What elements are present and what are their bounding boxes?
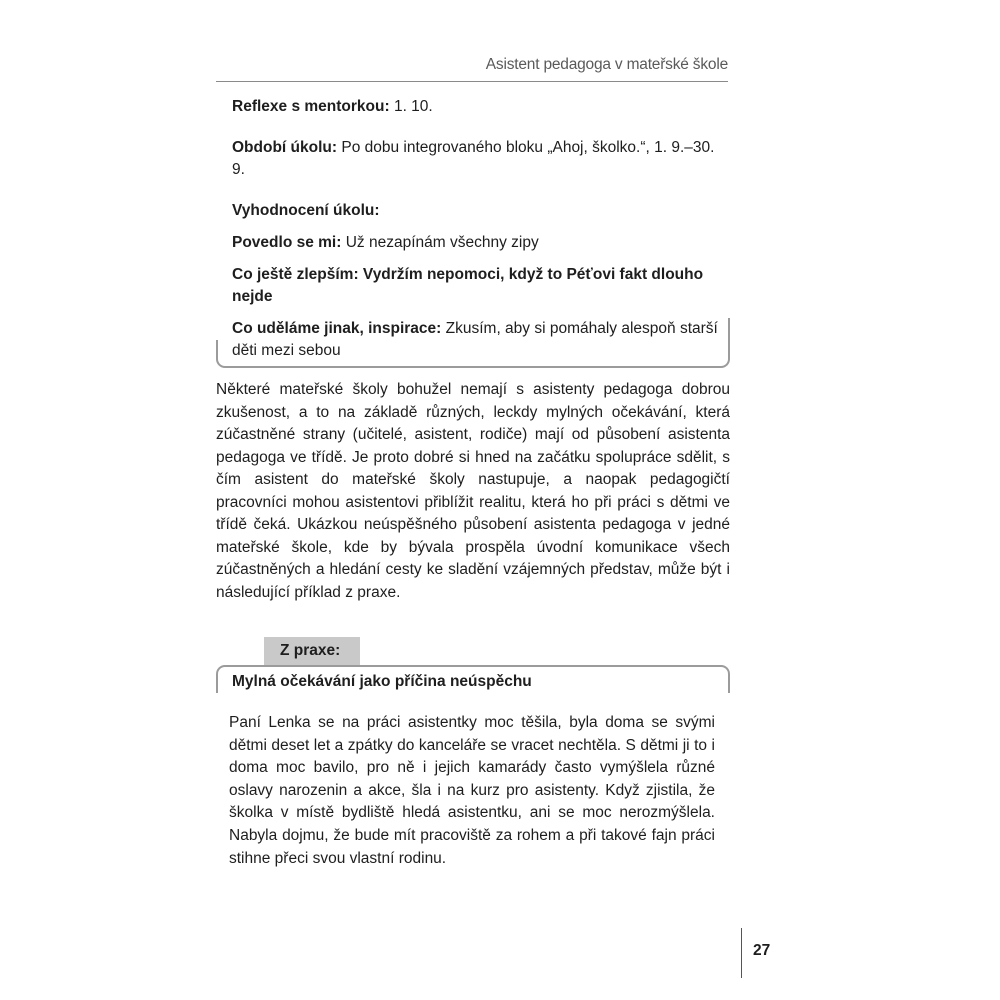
praxe-tab: Z praxe: — [264, 637, 360, 665]
vyhodnoceni-label: Vyhodnocení úkolu: — [232, 202, 380, 219]
povedlo-label: Povedlo se mi: — [232, 234, 342, 251]
praxe-title: Mylná očekávání jako příčina neúspěchu — [232, 673, 532, 690]
page-number: 27 — [753, 942, 771, 959]
header-rule — [216, 81, 728, 82]
reflexe-line — [232, 96, 720, 118]
jinak-label: Co uděláme jinak, inspirace: — [232, 320, 442, 337]
body-paragraph: Některé mateřské školy bohužel nemají s asistenty pedagoga dobrou zkušenost, a to na základě různých, leckdy mylných očekávání, která zúčastněné strany (učitelé, asistent, rodiče) mají od působení asistenta pedagoga ve třídě. Je proto dobré si hned na začátku spolupráce sdělit, s čím asistent do mateřské školy nastupuje, a naopak pedagogičtí pracovníci mohou asistentovi přiblížit realitu, která ho při práci s dětmi ve třídě čeká. Ukázkou neúspěšného působení asistenta pedagoga v jedné mateřské škole, kde by bývala prospěla úvodní komunikace všech zúčastněných a hledání cesty ke sladění vzájemných představ, může být i následující příklad z praxe. — [216, 381, 730, 601]
vyhodnoceni-heading — [232, 200, 720, 222]
page-number-rule — [741, 928, 742, 978]
running-header: Asistent pedagoga v mateřské škole — [485, 56, 728, 73]
povedlo-value: Už nezapínám všechny zipy — [341, 234, 539, 251]
praxe-story: Paní Lenka se na práci asistentky moc těšila, byla doma se svými dětmi deset let a zpátky do kanceláře se vracet nechtěla. S dětmi ji to i doma moc bavilo, pro ně i jejich kamarády často vymýšlela různé oslavy narozenin a akce, šla i na kurz pro asistenty. Když zjistila, že školka v místě bydliště hledá asistentku, ani se moc nerozmýšlela. Nabyla dojmu, že bude mít pracoviště za rohem a při takové fajn práci stihne přeci svou vlastní rodinu. — [229, 714, 715, 867]
task-box-frame — [216, 318, 730, 368]
zlepsim-label: Co ještě zlepším: Vydržím nepomoci, když to Péťovi fakt dlouho nejde — [232, 266, 704, 305]
obdobi-value: Po dobu integrovaného bloku „Ahoj, školko.“, 1. 9.–30. 9. — [232, 139, 715, 178]
zlepsim-line — [232, 264, 720, 308]
jinak-value: Zkusím, aby si pomáhaly alespoň starší děti mezi sebou — [232, 320, 718, 359]
reflexe-value: 1. 10. — [389, 98, 433, 115]
povedlo-line — [232, 232, 720, 254]
obdobi-label: Období úkolu: — [232, 139, 338, 156]
reflexe-label: Reflexe s mentorkou: — [232, 98, 390, 115]
obdobi-line — [232, 137, 720, 181]
